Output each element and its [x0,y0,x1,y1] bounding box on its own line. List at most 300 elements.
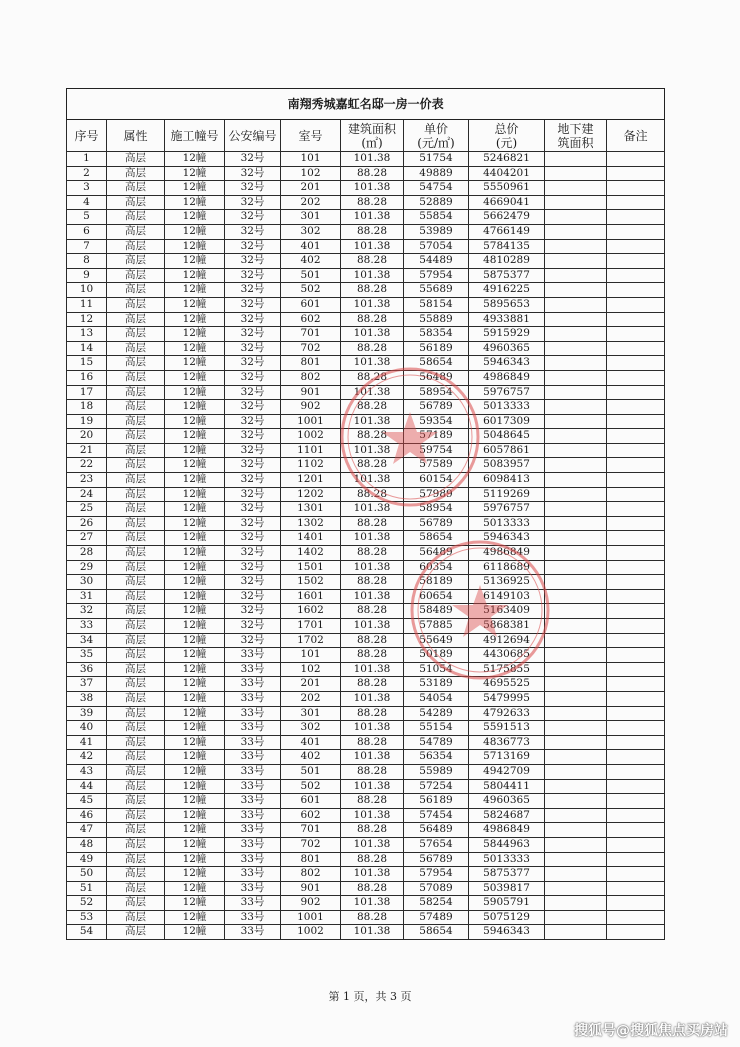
cell-total-price: 6149103 [469,589,545,604]
cell-police-no: 32号 [225,429,281,444]
cell-room: 702 [281,341,341,356]
cell-unit-price: 55989 [404,764,469,779]
cell-police-no: 32号 [225,254,281,269]
cell-police-no: 32号 [225,633,281,648]
table-row [67,268,665,283]
cell-total-price: 4960365 [469,794,545,809]
table-row [67,458,665,473]
cell-underground-area [545,662,607,677]
cell-seq: 4 [67,195,107,210]
cell-attr: 高层 [107,400,165,415]
cell-attr: 高层 [107,239,165,254]
cell-area: 101.38 [341,560,404,575]
cell-area: 88.28 [341,604,404,619]
cell-seq: 13 [67,327,107,342]
cell-total-price: 4933881 [469,312,545,327]
cell-unit-price: 55154 [404,721,469,736]
table-row [67,370,665,385]
cell-remark [607,677,665,692]
cell-seq: 40 [67,721,107,736]
cell-area: 88.28 [341,516,404,531]
cell-underground-area [545,706,607,721]
cell-police-no: 32号 [225,589,281,604]
cell-police-no: 32号 [225,560,281,575]
cell-remark [607,327,665,342]
price-table [66,88,665,940]
cell-building: 12幢 [165,852,225,867]
cell-seq: 11 [67,297,107,312]
cell-room: 301 [281,706,341,721]
cell-seq: 15 [67,356,107,371]
table-row [67,867,665,882]
cell-building: 12幢 [165,239,225,254]
header-total-line1: 总价 [494,121,519,136]
cell-remark [607,852,665,867]
header-police-no: 公安编号 [225,120,281,152]
cell-unit-price: 58954 [404,502,469,517]
table-row [67,677,665,692]
cell-area: 101.38 [341,181,404,196]
cell-total-price: 4912694 [469,633,545,648]
cell-underground-area [545,327,607,342]
source-watermark: 搜狐号@搜狐焦点买房站 [574,1023,728,1039]
cell-attr: 高层 [107,356,165,371]
cell-total-price: 5905791 [469,896,545,911]
cell-room: 802 [281,867,341,882]
cell-underground-area [545,166,607,181]
table-row [67,312,665,327]
cell-building: 12幢 [165,750,225,765]
cell-underground-area [545,224,607,239]
table-row [67,502,665,517]
table-row [67,589,665,604]
cell-police-no: 32号 [225,385,281,400]
cell-attr: 高层 [107,254,165,269]
header-attr: 属性 [107,120,165,152]
cell-area: 88.28 [341,341,404,356]
cell-area: 101.38 [341,152,404,167]
cell-underground-area [545,429,607,444]
cell-remark [607,356,665,371]
cell-total-price: 5163409 [469,604,545,619]
cell-remark [607,297,665,312]
cell-unit-price: 58654 [404,356,469,371]
cell-police-no: 32号 [225,414,281,429]
cell-police-no: 33号 [225,910,281,925]
table-row [67,794,665,809]
cell-total-price: 5591513 [469,721,545,736]
table-row [67,735,665,750]
cell-building: 12幢 [165,794,225,809]
cell-police-no: 32号 [225,575,281,590]
cell-building: 12幢 [165,254,225,269]
cell-room: 501 [281,268,341,283]
cell-attr: 高层 [107,341,165,356]
cell-room: 1001 [281,910,341,925]
cell-building: 12幢 [165,837,225,852]
cell-remark [607,589,665,604]
cell-seq: 7 [67,239,107,254]
cell-room: 102 [281,662,341,677]
cell-attr: 高层 [107,823,165,838]
cell-total-price: 5875377 [469,867,545,882]
table-row [67,181,665,196]
cell-unit-price: 57454 [404,808,469,823]
cell-seq: 14 [67,341,107,356]
cell-unit-price: 57054 [404,239,469,254]
cell-building: 12幢 [165,604,225,619]
cell-underground-area [545,925,607,940]
cell-room: 601 [281,794,341,809]
cell-attr: 高层 [107,779,165,794]
cell-unit-price: 50189 [404,648,469,663]
cell-area: 88.28 [341,166,404,181]
cell-area: 101.38 [341,502,404,517]
cell-room: 702 [281,837,341,852]
table-row [67,823,665,838]
cell-attr: 高层 [107,195,165,210]
table-row [67,239,665,254]
cell-remark [607,210,665,225]
table-row [67,852,665,867]
cell-police-no: 32号 [225,224,281,239]
cell-building: 12幢 [165,327,225,342]
cell-total-price: 5946343 [469,356,545,371]
cell-area: 101.38 [341,414,404,429]
cell-seq: 22 [67,458,107,473]
cell-underground-area [545,312,607,327]
price-list-page [66,88,664,940]
cell-police-no: 33号 [225,779,281,794]
cell-attr: 高层 [107,560,165,575]
cell-underground-area [545,400,607,415]
cell-remark [607,224,665,239]
cell-underground-area [545,531,607,546]
cell-underground-area [545,385,607,400]
cell-total-price: 5075129 [469,910,545,925]
cell-remark [607,443,665,458]
cell-room: 202 [281,195,341,210]
cell-unit-price: 60654 [404,589,469,604]
cell-attr: 高层 [107,633,165,648]
cell-room: 1102 [281,458,341,473]
header-under-line1: 地下建 [557,121,594,136]
cell-underground-area [545,691,607,706]
cell-seq: 5 [67,210,107,225]
table-row [67,560,665,575]
cell-building: 12幢 [165,385,225,400]
cell-room: 1701 [281,619,341,634]
cell-police-no: 33号 [225,896,281,911]
cell-unit-price: 53989 [404,224,469,239]
cell-remark [607,152,665,167]
header-remark: 备注 [607,120,665,152]
cell-seq: 30 [67,575,107,590]
cell-seq: 31 [67,589,107,604]
cell-attr: 高层 [107,808,165,823]
table-row [67,385,665,400]
cell-unit-price: 51054 [404,662,469,677]
cell-total-price: 5083957 [469,458,545,473]
cell-unit-price: 60154 [404,473,469,488]
cell-attr: 高层 [107,283,165,298]
cell-underground-area [545,283,607,298]
cell-remark [607,516,665,531]
header-area [341,120,404,152]
cell-unit-price: 55649 [404,633,469,648]
cell-underground-area [545,502,607,517]
cell-unit-price: 57954 [404,268,469,283]
table-row [67,750,665,765]
cell-room: 601 [281,297,341,312]
cell-unit-price: 56189 [404,341,469,356]
cell-underground-area [545,823,607,838]
cell-area: 101.38 [341,837,404,852]
cell-attr: 高层 [107,619,165,634]
cell-police-no: 32号 [225,210,281,225]
cell-attr: 高层 [107,677,165,692]
table-row [67,473,665,488]
cell-building: 12幢 [165,560,225,575]
cell-police-no: 33号 [225,852,281,867]
header-seq: 序号 [67,120,107,152]
cell-total-price: 5875377 [469,268,545,283]
cell-seq: 39 [67,706,107,721]
header-underground-area [545,120,607,152]
cell-room: 602 [281,312,341,327]
cell-unit-price: 56489 [404,823,469,838]
header-row [67,120,665,152]
cell-police-no: 32号 [225,370,281,385]
cell-room: 1702 [281,633,341,648]
cell-attr: 高层 [107,764,165,779]
cell-total-price: 5013333 [469,516,545,531]
cell-room: 801 [281,356,341,371]
cell-total-price: 6118689 [469,560,545,575]
table-row [67,575,665,590]
cell-total-price: 4810289 [469,254,545,269]
cell-police-no: 32号 [225,356,281,371]
cell-police-no: 33号 [225,721,281,736]
cell-building: 12幢 [165,662,225,677]
cell-police-no: 33号 [225,691,281,706]
cell-attr: 高层 [107,414,165,429]
cell-attr: 高层 [107,166,165,181]
cell-area: 88.28 [341,283,404,298]
cell-police-no: 33号 [225,677,281,692]
cell-area: 88.28 [341,633,404,648]
cell-unit-price: 58489 [404,604,469,619]
cell-remark [607,487,665,502]
cell-building: 12幢 [165,429,225,444]
cell-remark [607,896,665,911]
cell-unit-price: 54054 [404,691,469,706]
cell-total-price: 4960365 [469,341,545,356]
cell-police-no: 32号 [225,458,281,473]
cell-police-no: 32号 [225,473,281,488]
cell-attr: 高层 [107,531,165,546]
cell-attr: 高层 [107,429,165,444]
table-row [67,356,665,371]
cell-area: 88.28 [341,881,404,896]
cell-room: 402 [281,750,341,765]
cell-remark [607,662,665,677]
cell-total-price: 6017309 [469,414,545,429]
table-row [67,546,665,561]
cell-room: 401 [281,735,341,750]
cell-area: 101.38 [341,356,404,371]
cell-room: 101 [281,648,341,663]
cell-building: 12幢 [165,458,225,473]
cell-underground-area [545,370,607,385]
header-unit-price [404,120,469,152]
cell-seq: 47 [67,823,107,838]
cell-unit-price: 55689 [404,283,469,298]
cell-remark [607,867,665,882]
cell-seq: 45 [67,794,107,809]
cell-total-price: 5662479 [469,210,545,225]
cell-area: 101.38 [341,297,404,312]
table-row [67,487,665,502]
cell-police-no: 32号 [225,502,281,517]
header-building: 施工幢号 [165,120,225,152]
cell-attr: 高层 [107,297,165,312]
cell-room: 302 [281,721,341,736]
cell-room: 401 [281,239,341,254]
cell-area: 88.28 [341,706,404,721]
cell-attr: 高层 [107,224,165,239]
cell-remark [607,750,665,765]
cell-room: 701 [281,327,341,342]
cell-total-price: 6057861 [469,443,545,458]
cell-underground-area [545,852,607,867]
cell-underground-area [545,210,607,225]
cell-building: 12幢 [165,706,225,721]
cell-remark [607,910,665,925]
cell-unit-price: 58654 [404,531,469,546]
cell-remark [607,706,665,721]
cell-attr: 高层 [107,370,165,385]
cell-seq: 35 [67,648,107,663]
cell-area: 88.28 [341,852,404,867]
cell-police-no: 32号 [225,268,281,283]
cell-seq: 38 [67,691,107,706]
cell-seq: 48 [67,837,107,852]
cell-underground-area [545,254,607,269]
cell-area: 88.28 [341,195,404,210]
cell-building: 12幢 [165,648,225,663]
cell-seq: 3 [67,181,107,196]
cell-room: 201 [281,181,341,196]
cell-area: 88.28 [341,400,404,415]
cell-remark [607,837,665,852]
cell-attr: 高层 [107,210,165,225]
cell-seq: 28 [67,546,107,561]
cell-underground-area [545,268,607,283]
cell-building: 12幢 [165,575,225,590]
table-row [67,662,665,677]
cell-seq: 8 [67,254,107,269]
cell-building: 12幢 [165,896,225,911]
cell-remark [607,341,665,356]
cell-unit-price: 52889 [404,195,469,210]
cell-building: 12幢 [165,779,225,794]
table-row [67,166,665,181]
cell-remark [607,925,665,940]
cell-area: 88.28 [341,910,404,925]
cell-building: 12幢 [165,487,225,502]
cell-area: 101.38 [341,443,404,458]
cell-seq: 34 [67,633,107,648]
cell-total-price: 5246821 [469,152,545,167]
cell-underground-area [545,677,607,692]
table-row [67,706,665,721]
cell-building: 12幢 [165,152,225,167]
cell-seq: 1 [67,152,107,167]
cell-room: 1501 [281,560,341,575]
cell-seq: 20 [67,429,107,444]
cell-unit-price: 57189 [404,429,469,444]
table-row [67,327,665,342]
cell-police-no: 33号 [225,735,281,750]
cell-area: 101.38 [341,589,404,604]
cell-building: 12幢 [165,589,225,604]
cell-police-no: 32号 [225,239,281,254]
cell-area: 101.38 [341,925,404,940]
table-row [67,224,665,239]
cell-seq: 44 [67,779,107,794]
page-footer: 第 1 页，共 3 页 [328,990,412,1003]
cell-attr: 高层 [107,837,165,852]
cell-remark [607,779,665,794]
cell-seq: 52 [67,896,107,911]
cell-building: 12幢 [165,224,225,239]
cell-police-no: 32号 [225,604,281,619]
table-row [67,531,665,546]
cell-attr: 高层 [107,546,165,561]
cell-police-no: 32号 [225,619,281,634]
cell-building: 12幢 [165,473,225,488]
cell-building: 12幢 [165,502,225,517]
cell-attr: 高层 [107,662,165,677]
cell-seq: 2 [67,166,107,181]
cell-unit-price: 56489 [404,370,469,385]
cell-area: 101.38 [341,896,404,911]
cell-police-no: 32号 [225,546,281,561]
cell-seq: 53 [67,910,107,925]
cell-building: 12幢 [165,925,225,940]
cell-underground-area [545,735,607,750]
cell-underground-area [545,546,607,561]
cell-underground-area [545,779,607,794]
cell-police-no: 32号 [225,283,281,298]
cell-room: 801 [281,852,341,867]
cell-room: 301 [281,210,341,225]
cell-police-no: 32号 [225,152,281,167]
cell-seq: 37 [67,677,107,692]
cell-area: 88.28 [341,677,404,692]
header-unit-line1: 单价 [423,121,448,136]
cell-remark [607,648,665,663]
cell-unit-price: 56789 [404,400,469,415]
cell-total-price: 4766149 [469,224,545,239]
cell-remark [607,312,665,327]
cell-area: 101.38 [341,531,404,546]
cell-attr: 高层 [107,881,165,896]
cell-remark [607,808,665,823]
cell-building: 12幢 [165,443,225,458]
cell-seq: 41 [67,735,107,750]
